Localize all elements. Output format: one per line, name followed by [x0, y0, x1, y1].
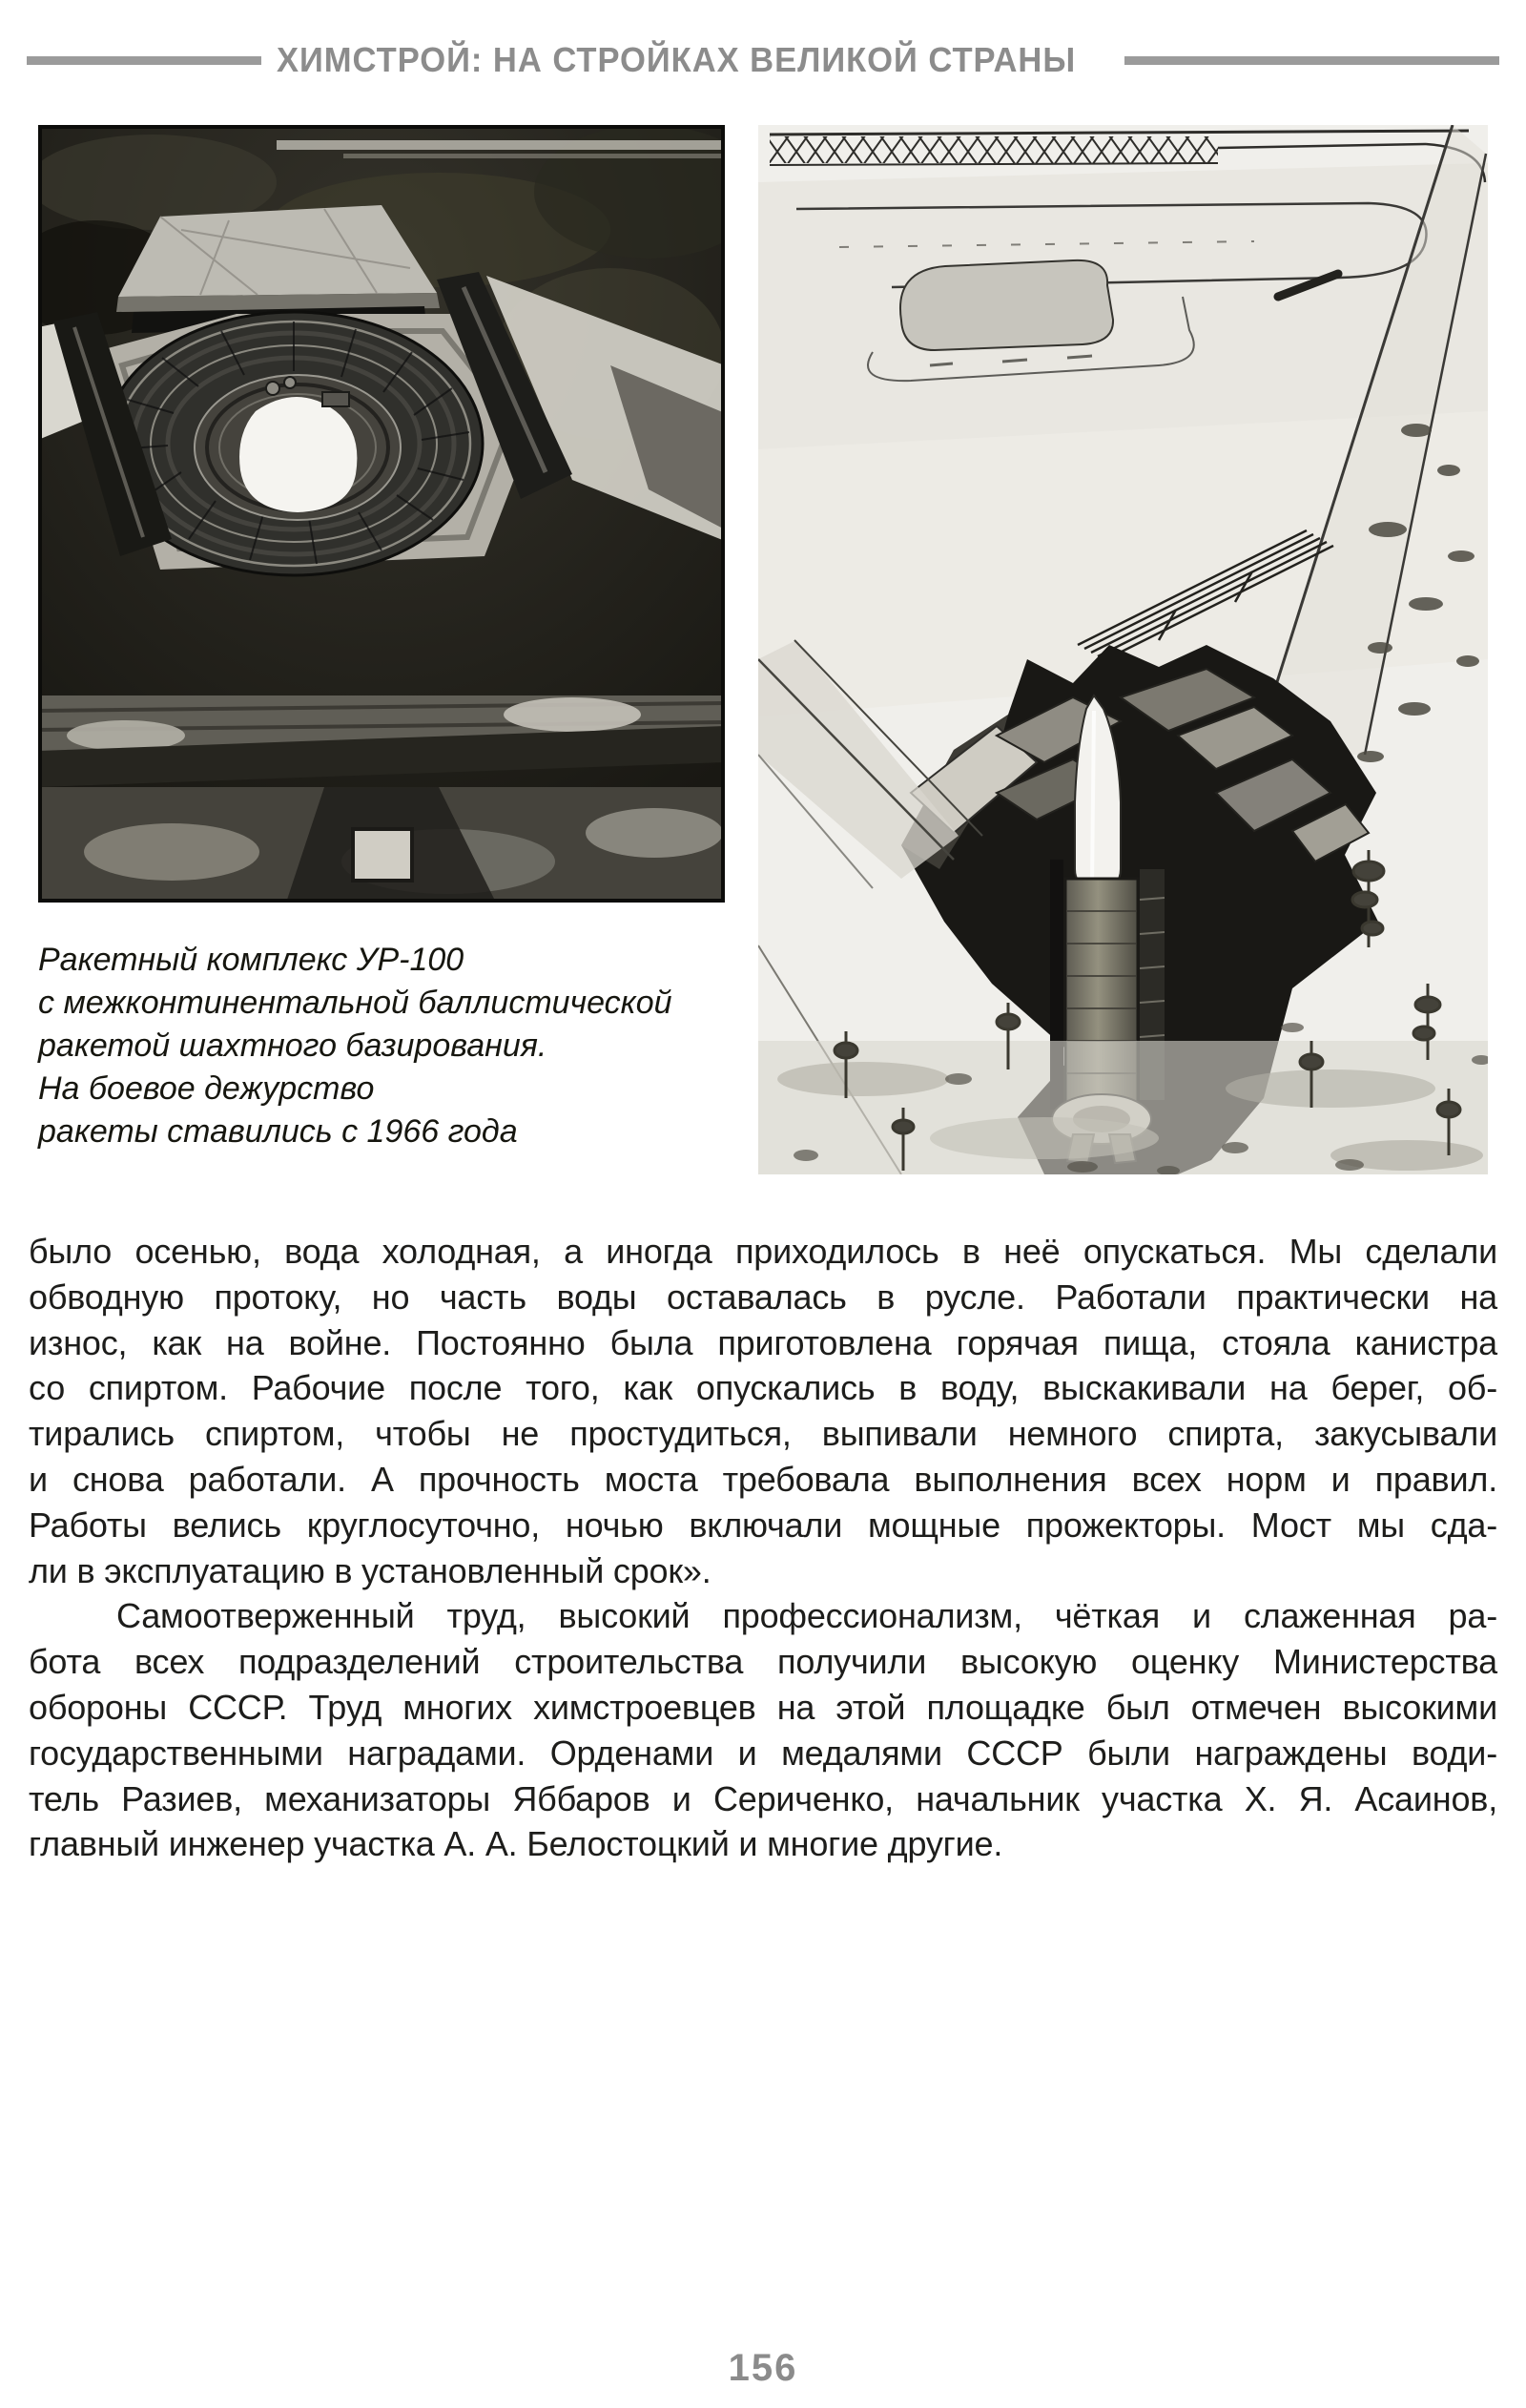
- body-text-line: Самоотверженный труд, высокий профессионализм, чёткая и слаженная ра-: [116, 1596, 1497, 1636]
- body-text-line: Работы велись круглосуточно, ночью включали мощные прожекторы. Мост мы сда-: [29, 1505, 1497, 1545]
- body-text-line: ли в эксплуатацию в установленный срок».: [29, 1550, 711, 1590]
- body-text-line: и снова работали. А прочность моста требовала выполнения всех норм и правил.: [29, 1459, 1497, 1499]
- page-number: 156: [728, 2347, 798, 2389]
- silo-cutaway-image: [758, 125, 1488, 1174]
- caption-line: На боевое дежурство: [38, 1070, 375, 1107]
- body-text-line: главный инженер участка А. А. Белостоцкий и многие другие.: [29, 1824, 1003, 1864]
- body-text-line: тель Разиев, механизаторы Яббаров и Сериченко, начальник участка Х. Я. Асаинов,: [29, 1778, 1497, 1818]
- silo-photo-image: [38, 125, 725, 903]
- page-title: ХИМСТРОЙ: НА СТРОЙКАХ ВЕЛИКОЙ СТРАНЫ: [277, 40, 1077, 79]
- body-text-line: было осенью, вода холодная, а иногда приходилось в неё опускаться. Мы сделали: [29, 1232, 1497, 1271]
- header-rule-left: [27, 56, 261, 65]
- caption-line: с межконтинентальной баллистической: [38, 985, 672, 1021]
- figure-caption: [38, 939, 725, 1153]
- body-text-line: обороны СССР. Труд многих химстроевцев на этой площадке был отмечен высокими: [29, 1687, 1497, 1727]
- body-text-line: тирались спиртом, чтобы не простудиться, выпивали немного спирта, закусывали: [29, 1414, 1497, 1454]
- body-text-line: государственными наградами. Орденами и медалями СССР были награждены води-: [29, 1733, 1497, 1773]
- caption-line: Ракетный комплекс УР-100: [38, 942, 464, 978]
- caption-line: ракетой шахтного базирования.: [38, 1028, 547, 1064]
- body-text-line: обводную протоку, но часть воды оставалась в русле. Работали практически на: [29, 1277, 1497, 1317]
- body-text: [29, 1229, 1497, 1867]
- header-rule-right: [1124, 56, 1499, 65]
- caption-line: ракеты ставились с 1966 года: [38, 1113, 518, 1150]
- body-text-line: бота всех подразделений строительства получили высокую оценку Министерства: [29, 1642, 1497, 1682]
- silo-photo: [38, 125, 725, 903]
- body-text-line: со спиртом. Рабочие после того, как опускались в воду, выскакивали на берег, об-: [29, 1368, 1497, 1408]
- body-text-line: износ, как на войне. Постоянно была приготовлена горячая пища, стояла канистра: [29, 1322, 1497, 1362]
- running-head: [27, 40, 1499, 80]
- silo-cutaway-illustration: [758, 125, 1488, 1174]
